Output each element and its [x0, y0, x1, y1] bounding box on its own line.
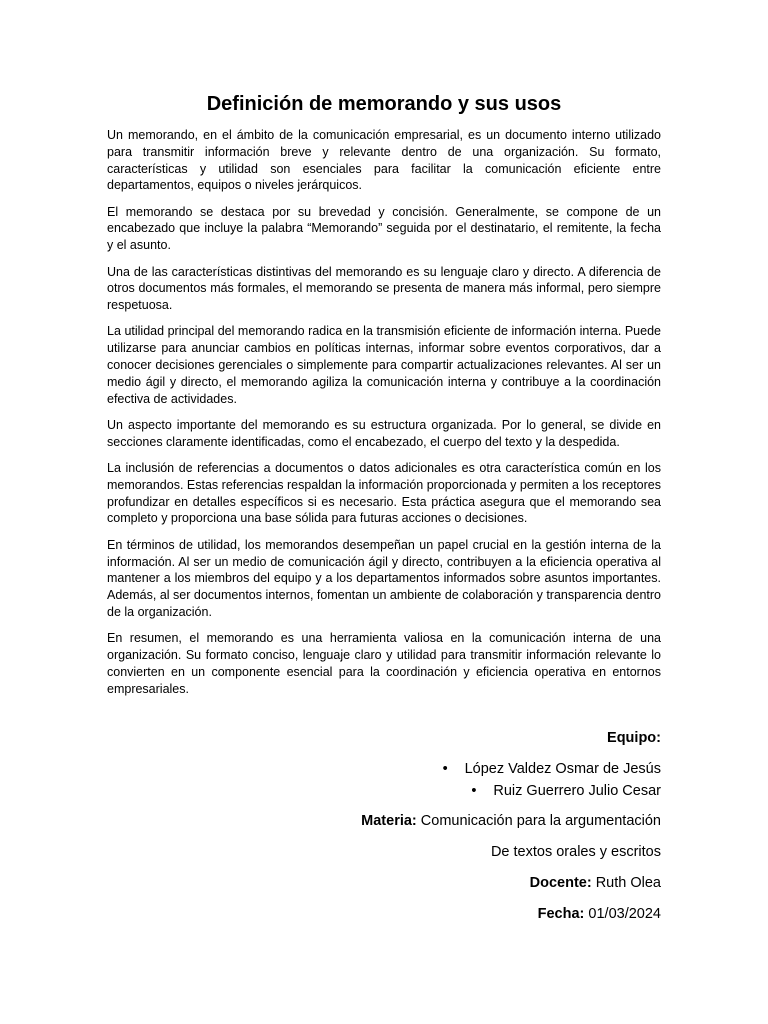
list-item — [261, 758, 661, 780]
paragraph: El memorando se destaca por su brevedad y concisión. Generalmente, se compone de un encabezado que incluye la palabra “Memorando” seguida por el destinatario, el remitente, la fecha y el asunto. — [107, 204, 661, 253]
paragraph: Un memorando, en el ámbito de la comunicación empresarial, es un documento interno utilizado para transmitir información breve y relevante dentro de una organización. Su formato, características y utilidad son esenciales para facilitar la comunicación eficiente entre departamentos, equipos o niveles jerárquicos. — [107, 128, 661, 193]
team-member-list — [261, 758, 661, 802]
team-member-name: Ruiz Guerrero Julio Cesar — [493, 783, 661, 799]
paragraph: La inclusión de referencias a documentos o datos adicionales es otra característica común en los memorandos. Estas referencias respaldan la información proporcionada y permiten a los receptores profundizar en detalles específicos si es necesario. Esta práctica asegura que el memorando sea completo y proporciona una base sólida para futuras acciones o decisiones. — [107, 461, 661, 526]
date-value: 01/03/2024 — [588, 906, 661, 922]
date-line — [261, 903, 661, 925]
teacher-label: Docente: — [529, 875, 592, 891]
teacher-value: Ruth Olea — [595, 875, 661, 891]
subject-line — [261, 810, 661, 832]
paragraph: En términos de utilidad, los memorandos desempeñan un papel crucial en la gestión interna de la información. Al ser un medio de comunicación ágil y directo, contribuyen a la eficiencia operativa al mantener a los miembros del equipo y a los departamentos informados sobre asuntos importantes. Además, al ser documentos internos, fomentan un ambiente de colaboración y transparencia dentro de la organización. — [107, 537, 661, 619]
list-item — [261, 780, 661, 802]
date-label: Fecha: — [537, 906, 585, 922]
bullet-icon: • — [471, 783, 477, 799]
bullet-icon: • — [442, 761, 448, 777]
team-label: Equipo: — [607, 730, 661, 746]
subject-continued: De textos orales y escritos — [490, 844, 661, 860]
document-title: Definición de memorando y sus usos — [206, 93, 562, 115]
paragraph: En resumen, el memorando es una herramienta valiosa en la comunicación interna de una organización. Su formato conciso, lenguaje claro y utilidad para transmitir información relevante lo convierten en un componente esencial para la coordinación y eficiencia operativa en entornos empresariales. — [107, 631, 661, 696]
paragraph: Una de las características distintivas del memorando es su lenguaje claro y directo. A diferencia de otros documentos más formales, el memorando se presenta de manera más informal, pero siempre respetuosa. — [107, 264, 661, 313]
subject-value: Comunicación para la argumentación — [420, 813, 661, 829]
paragraph: La utilidad principal del memorando radica en la transmisión eficiente de información interna. Puede utilizarse para anunciar cambios en políticas internas, informar sobre eventos corporativos, dar a conocer decisiones gerenciales o simplemente para compartir actualizaciones relevantes. Al ser un medio ágil y directo, el memorando agiliza la comunicación interna y contribuye a la coordinación efectiva de actividades. — [107, 324, 661, 406]
team-member-name: López Valdez Osmar de Jesús — [464, 761, 661, 777]
signature-block — [261, 727, 661, 934]
paragraph: Un aspecto importante del memorando es su estructura organizada. Por lo general, se divide en secciones claramente identificadas, como el encabezado, el cuerpo del texto y la despedida. — [107, 417, 661, 449]
document-body — [107, 127, 661, 707]
teacher-line — [261, 872, 661, 894]
subject-label: Materia: — [361, 813, 417, 829]
